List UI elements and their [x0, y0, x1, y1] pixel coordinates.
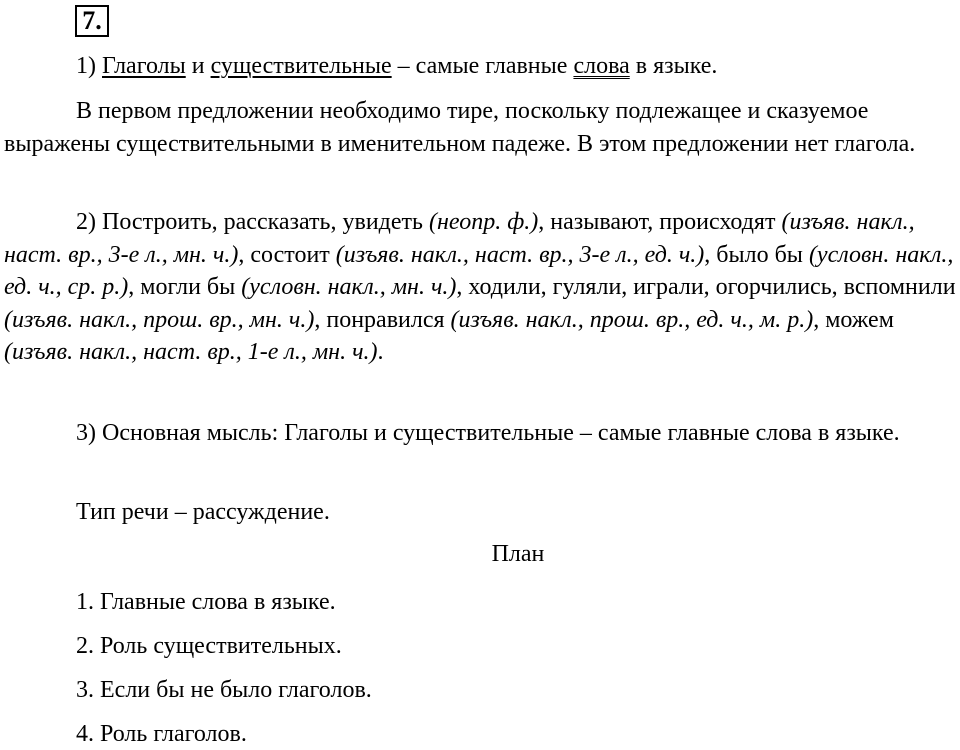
plan-title: План: [491, 541, 545, 567]
grammar-note-6: (изъяв. накл., прош. вр., мн. ч.): [4, 306, 315, 333]
conjunction: и: [191, 53, 205, 79]
verbs-text-4: , было бы: [704, 241, 803, 268]
plan-item: 1. Главные слова в языке.: [76, 589, 336, 615]
grammar-note-3: (изъяв. накл., наст. вр., 3-е л., ед. ч.): [335, 241, 705, 268]
subject-sushchestvitelnye: существительные: [210, 53, 392, 79]
verbs-text-1: 2) Построить, рассказать, увидеть: [76, 209, 423, 235]
grammar-note-7: (изъяв. накл., прош. вр., ед. ч., м. р.): [450, 306, 814, 333]
section-1-number: 1): [76, 53, 96, 79]
sentence-middle: – самые главные: [397, 53, 568, 79]
verbs-text-8: , можем: [813, 306, 894, 333]
plan-item: 3. Если бы не было глаголов.: [76, 677, 372, 703]
verbs-text-9: .: [377, 339, 384, 365]
speech-type: Тип речи – рассуждение.: [76, 499, 330, 525]
sentence-end: в языке.: [635, 53, 718, 79]
grammar-note-5: (условн. накл., мн. ч.): [241, 274, 457, 300]
grammar-note-8: (изъяв. накл., наст. вр., 1-е л., мн. ч.): [4, 339, 378, 365]
grammar-note-4: (условн. накл., ед. ч., ср. р.): [4, 241, 954, 300]
plan-item: 2. Роль существительных.: [76, 633, 342, 659]
verbs-text-3: , состоит: [238, 241, 330, 268]
task-number: 7.: [75, 5, 109, 37]
verbs-text-2: , называют, происходят: [538, 209, 776, 235]
section-3-main-idea: 3) Основная мысль: Глаголы и существительные – самые главные слова в языке.: [76, 420, 900, 446]
verbs-text-5: , могли бы: [128, 274, 236, 300]
section-2-verbs: [4, 206, 956, 369]
section-1-sentence: [4, 50, 956, 83]
grammar-note-1: (неопр. ф.): [428, 209, 539, 235]
grammar-note-2: (изъяв. накл., наст. вр., 3-е л., мн. ч.): [4, 209, 915, 268]
section-1-explanation: В первом предложении необходимо тире, поскольку подлежащее и сказуемое выражены существительными в именительном падеже. В этом предложении нет глагола.: [4, 98, 916, 157]
plan-item: 4. Роль глаголов.: [76, 721, 247, 747]
verbs-text-6: , ходили, гуляли, играли, огорчились, вспомнили: [456, 274, 956, 300]
subject-glagoly: Глаголы: [102, 53, 186, 79]
predicate-slova: слова: [573, 53, 630, 79]
verbs-text-7: , понравился: [314, 306, 445, 333]
